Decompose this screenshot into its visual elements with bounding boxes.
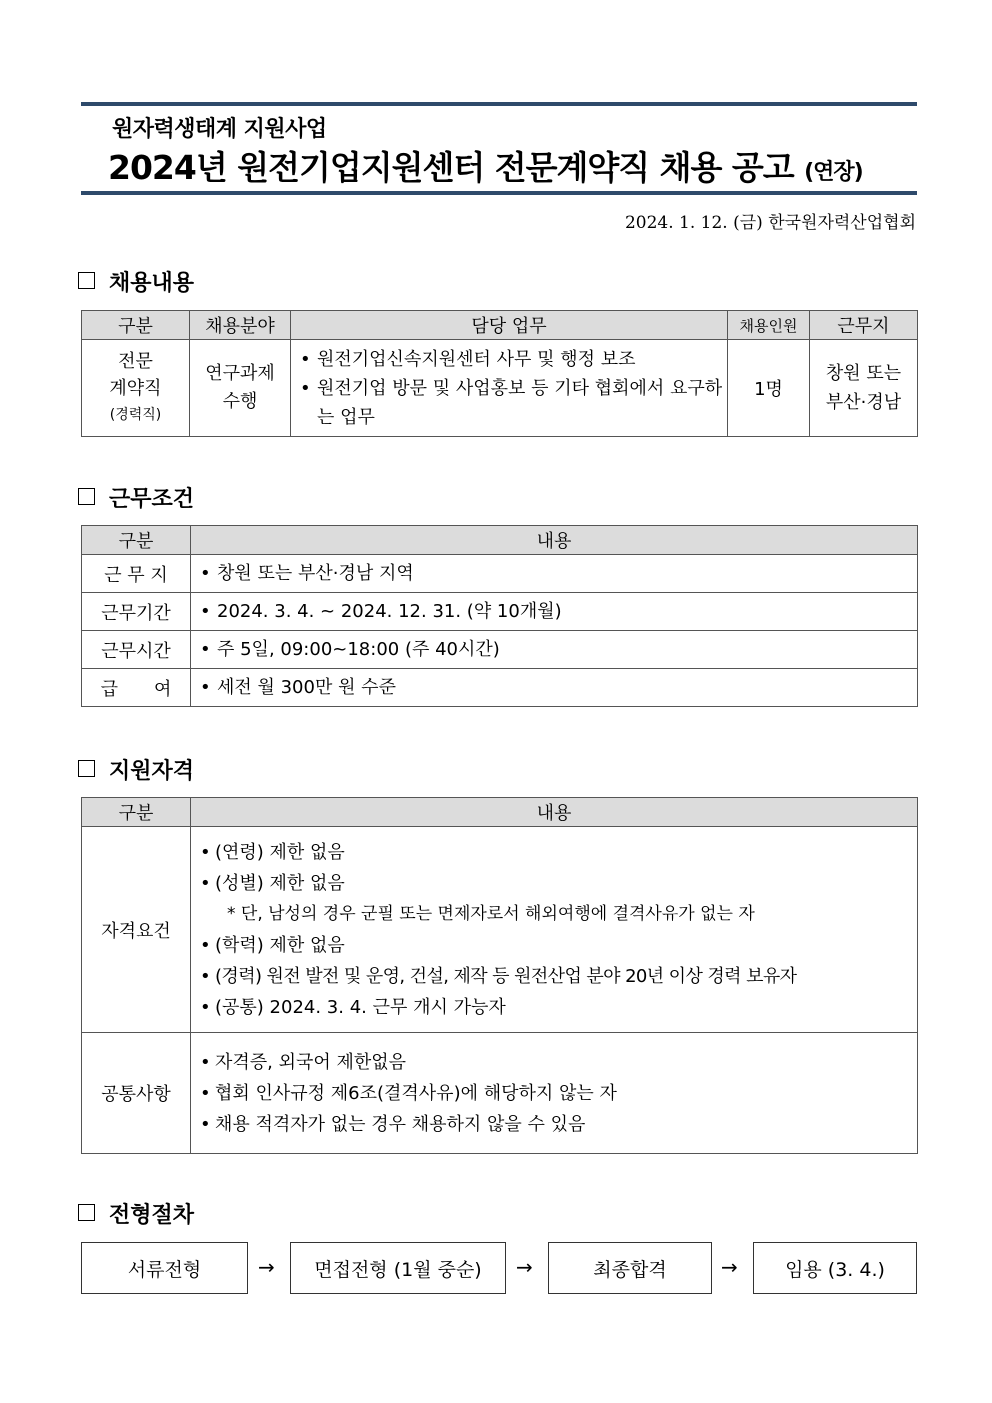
page-title-suffix: (연장)	[804, 160, 863, 185]
col-header-type: 구분	[82, 798, 191, 827]
list-item: • (학력) 제한 없음	[191, 930, 917, 961]
col-header-content: 내용	[191, 798, 918, 827]
list-item: • 2024. 3. 4. ~ 2024. 12. 31. (약 10개월)	[191, 597, 917, 626]
checkbox-square-icon	[78, 488, 95, 505]
col-header-type: 구분	[82, 526, 191, 555]
list-item: • 채용 적격자가 없는 경우 채용하지 않을 수 있음	[191, 1109, 917, 1140]
req-list	[191, 837, 917, 1023]
section-heading-recruitment: 채용내용	[78, 266, 194, 297]
list-item: • (경력) 원전 발전 및 운영, 건설, 제작 등 원전산업 분야 20년 이상 경력 보유자	[191, 961, 917, 992]
arrow-right-icon: →	[258, 1255, 275, 1279]
title-bottom-rule	[81, 191, 917, 195]
duties-list	[291, 345, 727, 432]
page-title	[108, 142, 863, 189]
cell-type: 전문 계약직 (경력직)	[82, 340, 190, 437]
cell-duties	[291, 340, 728, 437]
list-item: • (성별) 제한 없음	[191, 868, 917, 899]
table-row: 급 여 • 세전 월 300만 원 수준	[82, 669, 918, 707]
table-row: 근무기간 • 2024. 3. 4. ~ 2024. 12. 31. (약 10개월)	[82, 593, 918, 631]
recruitment-table	[81, 310, 918, 437]
process-step-appointment: 임용 (3. 4.)	[753, 1242, 917, 1294]
table-row	[82, 1033, 918, 1154]
common-list	[191, 1047, 917, 1140]
list-item: • 세전 월 300만 원 수준	[191, 673, 917, 702]
conditions-table	[81, 525, 918, 707]
col-header-duties: 담당 업무	[291, 311, 728, 340]
section-heading-qualifications: 지원자격	[78, 754, 194, 785]
list-item: • 창원 또는 부산·경남 지역	[191, 559, 917, 588]
cell-count: 1명	[728, 340, 810, 437]
col-header-field: 채용분야	[190, 311, 291, 340]
qualifications-table	[81, 797, 918, 1154]
list-item: • 주 5일, 09:00~18:00 (주 40시간)	[191, 635, 917, 664]
checkbox-square-icon	[78, 760, 95, 777]
page-title-main: 2024년 원전기업지원센터 전문계약직 채용 공고	[108, 148, 794, 187]
process-step-final: 최종합격	[548, 1242, 712, 1294]
list-item: • 자격증, 외국어 제한없음	[191, 1047, 917, 1078]
list-item: • (공통) 2024. 3. 4. 근무 개시 가능자	[191, 992, 917, 1023]
req-label: 자격요건	[82, 827, 191, 1033]
title-top-rule	[81, 102, 917, 106]
list-item: • 원전기업 방문 및 사업홍보 등 기타 협회에서 요구하는 업무	[291, 374, 727, 432]
table-row: 근무시간 • 주 5일, 09:00~18:00 (주 40시간)	[82, 631, 918, 669]
cell-location: 창원 또는 부산·경남	[810, 340, 918, 437]
table-row	[82, 827, 918, 1033]
page-subtitle: 원자력생태계 지원사업	[112, 117, 327, 142]
process-step-interview: 면접전형 (1월 중순)	[290, 1242, 506, 1294]
col-header-count: 채용인원	[728, 311, 810, 340]
arrow-right-icon: →	[721, 1255, 738, 1279]
table-row: 근 무 지 • 창원 또는 부산·경남 지역	[82, 555, 918, 593]
section-heading-process: 전형절차	[78, 1198, 194, 1229]
checkbox-square-icon	[78, 1204, 95, 1221]
common-label: 공통사항	[82, 1033, 191, 1154]
col-header-location: 근무지	[810, 311, 918, 340]
arrow-right-icon: →	[516, 1255, 533, 1279]
dateline: 2024. 1. 12. (금) 한국원자력산업협회	[624, 213, 916, 233]
process-step-documents: 서류전형	[81, 1242, 248, 1294]
col-header-type: 구분	[82, 311, 190, 340]
col-header-content: 내용	[191, 526, 918, 555]
note-item: * 단, 남성의 경우 군필 또는 면제자로서 해외여행에 결격사유가 없는 자	[227, 903, 755, 924]
section-heading-conditions: 근무조건	[78, 482, 194, 513]
checkbox-square-icon	[78, 272, 95, 289]
list-item: • (연령) 제한 없음	[191, 837, 917, 868]
list-item: • 협회 인사규정 제6조(결격사유)에 해당하지 않는 자	[191, 1078, 917, 1109]
cell-field: 연구과제 수행	[190, 340, 291, 437]
list-item: • 원전기업신속지원센터 사무 및 행정 보조	[291, 345, 727, 374]
